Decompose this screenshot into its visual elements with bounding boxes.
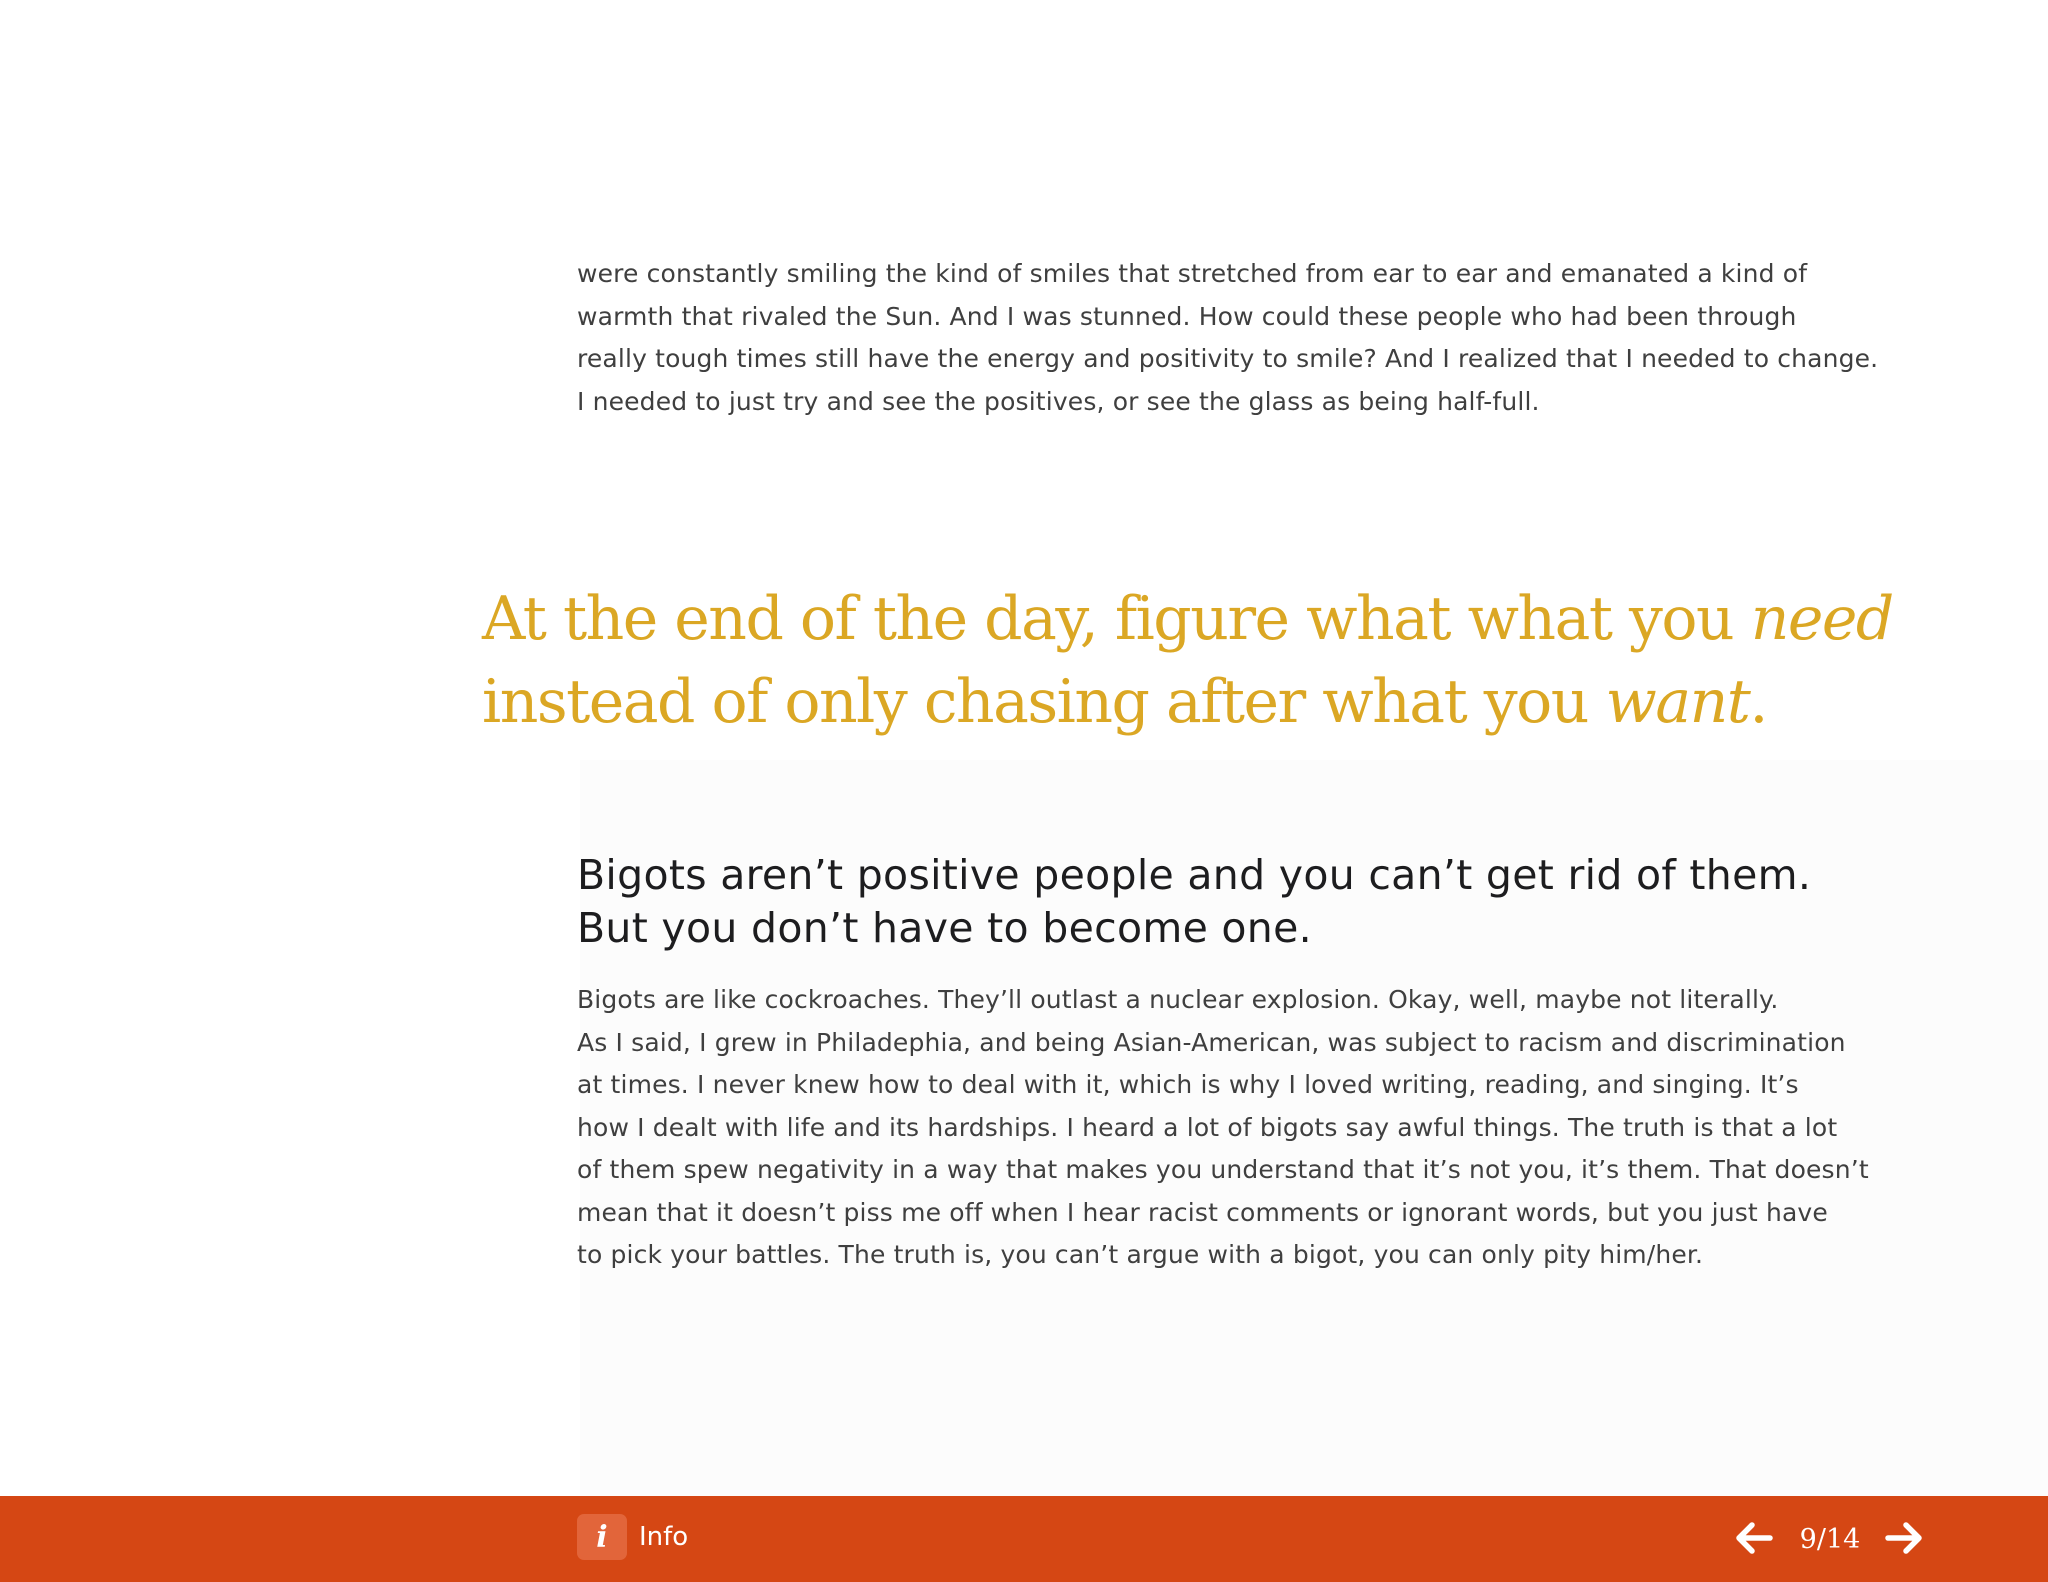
intro-line: really tough times still have the energy and positivity to smile? And I realized that I needed to change. bbox=[577, 344, 1879, 373]
intro-line: I needed to just try and see the positives, or see the glass as being half-full. bbox=[577, 386, 1540, 416]
arrow-left-icon bbox=[1730, 1514, 1778, 1562]
section-heading-line: But you don’t have to become one. bbox=[577, 904, 1312, 952]
body-line: mean that it doesn’t piss me off when I hear racist comments or ignorant words, but you just have bbox=[577, 1197, 1828, 1227]
body-line: to pick your battles. The truth is, you can’t argue with a bigot, you can only pity him/her. bbox=[577, 1240, 1704, 1269]
section-heading bbox=[577, 849, 1977, 955]
pull-quote bbox=[482, 578, 1982, 744]
pull-quote-line-1 bbox=[482, 578, 1982, 661]
footer-toolbar bbox=[0, 1496, 2048, 1582]
previous-page-button[interactable] bbox=[1730, 1514, 1778, 1562]
body-paragraph bbox=[577, 979, 1897, 1277]
info-icon: i bbox=[577, 1514, 627, 1560]
body-line: of them spew negativity in a way that makes you understand that it’s not you, it’s them. That doesn’t bbox=[577, 1155, 1869, 1184]
section-heading-line: Bigots aren’t positive people and you can’t get rid of them. bbox=[577, 851, 1812, 899]
intro-line: were constantly smiling the kind of smiles that stretched from ear to ear and emanated a kind of bbox=[577, 259, 1808, 288]
intro-paragraph bbox=[577, 253, 1897, 423]
next-page-button[interactable] bbox=[1880, 1514, 1928, 1562]
pull-quote-emphasis: want bbox=[1605, 667, 1750, 737]
arrow-right-icon bbox=[1880, 1514, 1928, 1562]
pull-quote-punctuation: . bbox=[1749, 667, 1767, 737]
body-line: at times. I never knew how to deal with it, which is why I loved writing, reading, and singing. It’s bbox=[577, 1070, 1799, 1099]
pull-quote-line-2 bbox=[482, 661, 1982, 744]
pull-quote-text: instead of only chasing after what you bbox=[482, 667, 1606, 737]
page-indicator: 9/14 bbox=[1799, 1524, 1861, 1555]
info-button[interactable] bbox=[577, 1513, 688, 1561]
body-line: Bigots are like cockroaches. They’ll outlast a nuclear explosion. Okay, well, maybe not literally. bbox=[577, 985, 1779, 1014]
info-label: Info bbox=[639, 1522, 689, 1552]
pull-quote-text: At the end of the day, figure what what you bbox=[482, 584, 1751, 654]
intro-line: warmth that rivaled the Sun. And I was stunned. How could these people who had been through bbox=[577, 301, 1797, 331]
body-line: how I dealt with life and its hardships. I heard a lot of bigots say awful things. The truth is that a lot bbox=[577, 1112, 1838, 1142]
pull-quote-emphasis: need bbox=[1750, 584, 1893, 654]
body-line: As I said, I grew in Philadephia, and being Asian-American, was subject to racism and discrimination bbox=[577, 1027, 1846, 1057]
